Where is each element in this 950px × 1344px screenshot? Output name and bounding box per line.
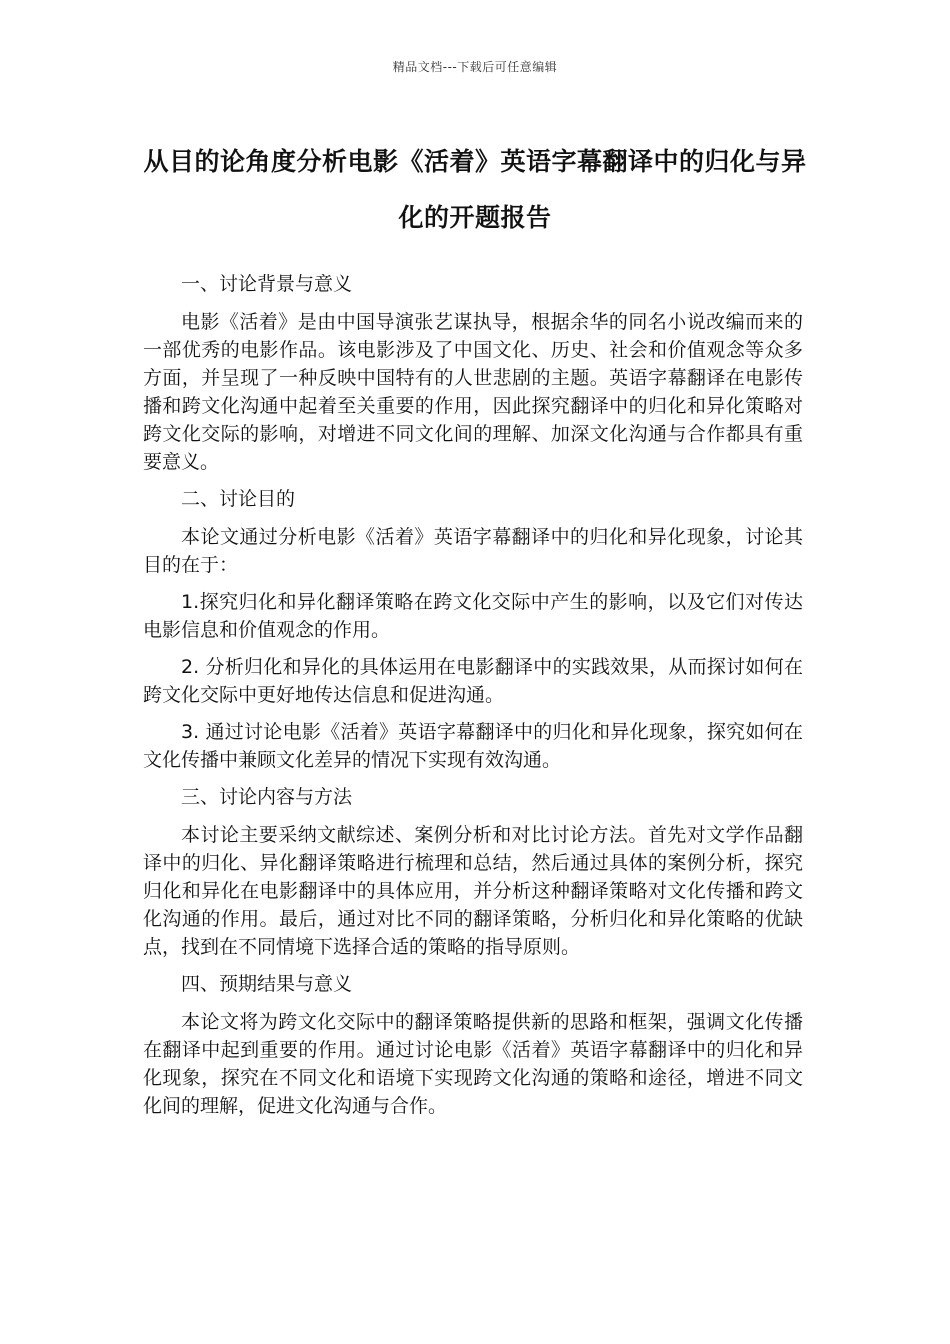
paragraph-methods: 本讨论主要采纳文献综述、案例分析和对比讨论方法。首先对文学作品翻译中的归化、异化翻译策略进行梳理和总结，然后通过具体的案例分析，探究归化和异化在电影翻译中的具体应用，并分析这种翻译策略对文化传播和跨文化沟通的作用。最后，通过对比不同的翻译策略，分析归化和异化策略的优缺点，找到在不同情境下选择合适的策略的指导原则。 xyxy=(143,824,803,958)
page-header-watermark: 精品文档---下载后可任意编辑 xyxy=(392,60,558,74)
list-item-purpose-3: 3. 通过讨论电影《活着》英语字幕翻译中的归化和异化现象，探究如何在文化传播中兼顾文化差异的情况下实现有效沟通。 xyxy=(143,721,803,771)
document-title: 从目的论角度分析电影《活着》英语字幕翻译中的归化与异化的开题报告 xyxy=(143,147,807,232)
paragraph-background: 电影《活着》是由中国导演张艺谋执导，根据余华的同名小说改编而来的一部优秀的电影作品。该电影涉及了中国文化、历史、社会和价值观念等众多方面，并呈现了一种反映中国特有的人世悲剧的主题。英语字幕翻译在电影传播和跨文化沟通中起着至关重要的作用，因此探究翻译中的归化和异化策略对跨文化交际的影响，对增进不同文化间的理解、加深文化沟通与合作都具有重要意义。 xyxy=(143,311,803,473)
section-heading-results: 四、预期结果与意义 xyxy=(181,973,353,995)
section-heading-background: 一、讨论背景与意义 xyxy=(181,273,353,295)
paragraph-purpose-intro: 本论文通过分析电影《活着》英语字幕翻译中的归化和异化现象，讨论其目的在于： xyxy=(143,526,803,576)
list-item-purpose-2: 2. 分析归化和异化的具体运用在电影翻译中的实践效果，从而探讨如何在跨文化交际中更好地传达信息和促进沟通。 xyxy=(143,656,803,706)
paragraph-results: 本论文将为跨文化交际中的翻译策略提供新的思路和框架，强调文化传播在翻译中起到重要的作用。通过讨论电影《活着》英语字幕翻译中的归化和异化现象，探究在不同文化和语境下实现跨文化沟通的策略和途径，增进不同文化间的理解，促进文化沟通与合作。 xyxy=(143,1011,803,1117)
list-item-purpose-1: 1.探究归化和异化翻译策略在跨文化交际中产生的影响，以及它们对传达电影信息和价值观念的作用。 xyxy=(143,591,803,641)
section-heading-purpose: 二、讨论目的 xyxy=(181,488,296,510)
document-body xyxy=(143,270,803,1129)
section-heading-methods: 三、讨论内容与方法 xyxy=(181,786,353,808)
